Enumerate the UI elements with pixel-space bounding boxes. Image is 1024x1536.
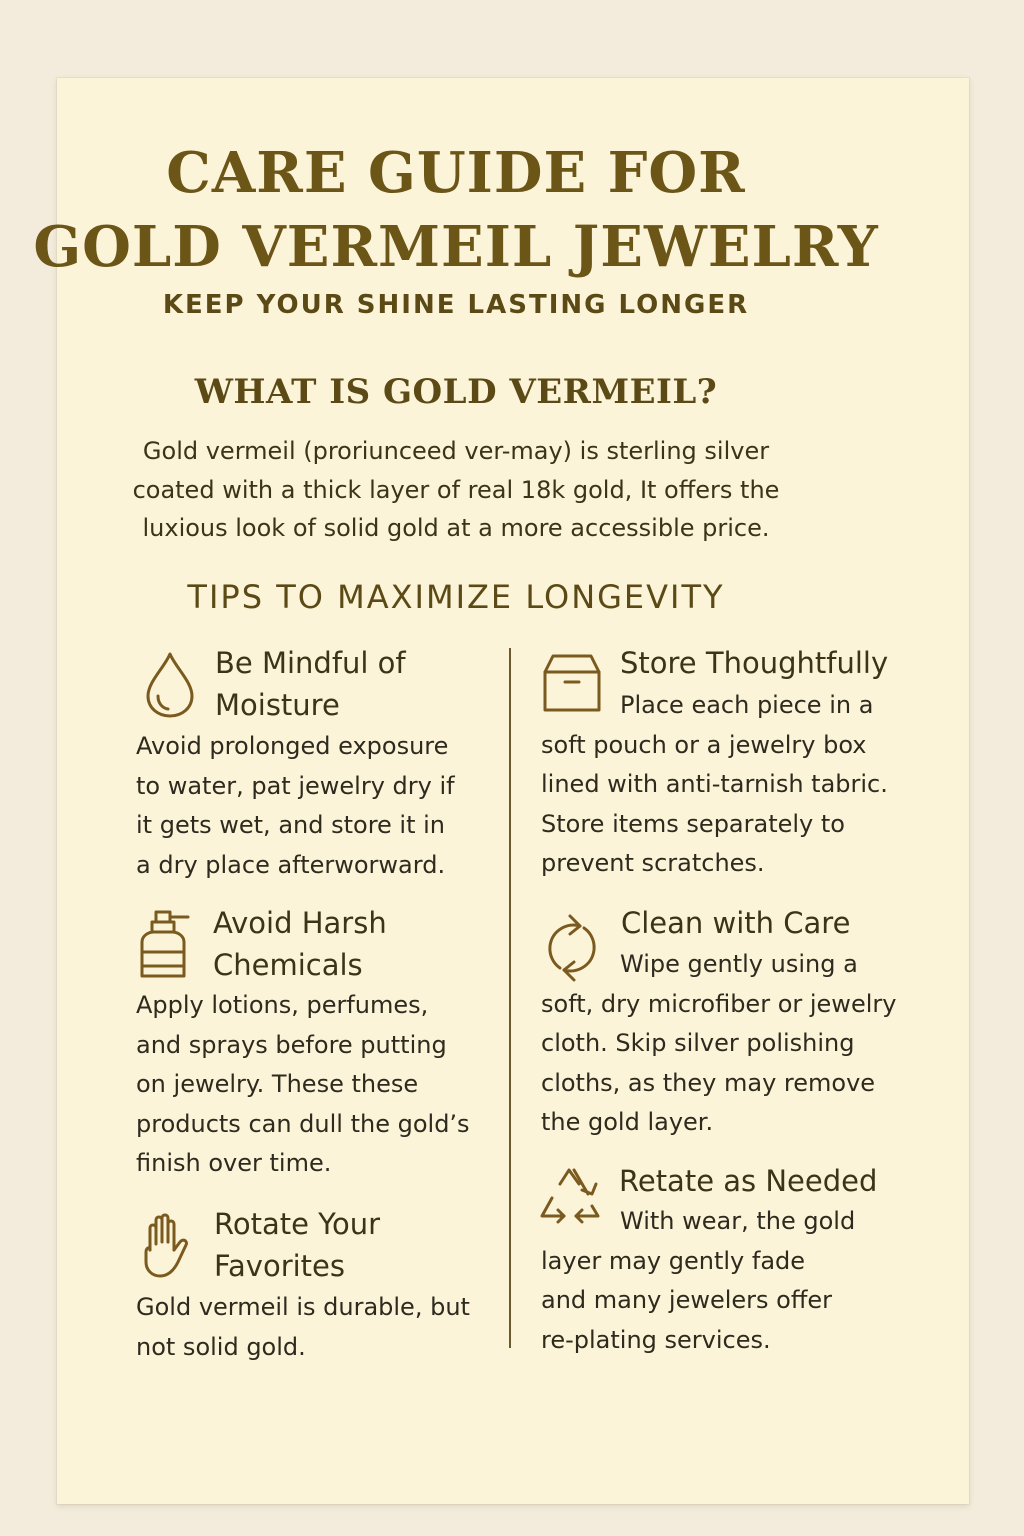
title-line: CARE GUIDE FOR bbox=[166, 140, 746, 206]
tip-body bbox=[136, 1288, 470, 1367]
intro-line: Gold vermeil (proriunceed ver-may) is sterling silver bbox=[142, 437, 770, 465]
tip-body-line: Apply lotions, perfumes, bbox=[136, 991, 429, 1019]
tip-body bbox=[136, 986, 470, 1184]
tip-body-line: Wipe gently using a bbox=[620, 950, 858, 978]
tip-body-line: it gets wet, and store it in bbox=[136, 811, 446, 839]
tip-body-line: Avoid prolonged exposure bbox=[136, 732, 449, 760]
tip-body-line: Gold vermeil is durable, but bbox=[136, 1293, 470, 1321]
page-title bbox=[0, 136, 912, 284]
tip-title-line: Be Mindful of bbox=[215, 646, 406, 680]
tip-body-line: Place each piece in a bbox=[620, 691, 874, 719]
tip-body bbox=[541, 1202, 855, 1360]
tip-title bbox=[215, 642, 406, 726]
tip-body bbox=[541, 686, 888, 884]
tip-body-line: on jewelry. These these bbox=[136, 1070, 419, 1098]
tip-body-line: soft pouch or a jewelry box bbox=[541, 730, 867, 759]
tip-body-line: cloths, as they may remove bbox=[541, 1068, 876, 1097]
tip-body-line: finish over time. bbox=[136, 1149, 332, 1177]
tip-title bbox=[213, 902, 387, 986]
tip-body-line: lined with anti-tarnish tabric. bbox=[541, 770, 888, 798]
tip-title-line: Avoid Harsh bbox=[213, 906, 387, 940]
tip-body-line: the gold layer. bbox=[541, 1108, 714, 1136]
tip-title-line: Favorites bbox=[214, 1249, 345, 1283]
title-line: GOLD VERMEIL JEWELRY bbox=[33, 214, 879, 280]
tip-body-line: With wear, the gold bbox=[620, 1207, 856, 1235]
tip-body-line: Store items separately to bbox=[541, 809, 845, 838]
tip-title bbox=[621, 902, 850, 944]
intro-paragraph bbox=[0, 432, 912, 548]
tip-title-line: Rotate Your bbox=[214, 1207, 381, 1241]
tip-body bbox=[541, 945, 896, 1143]
intro-heading: WHAT IS GOLD VERMEIL? bbox=[194, 372, 718, 412]
tip-title-line: Clean with Care bbox=[621, 906, 851, 940]
page-subtitle: KEEP YOUR SHINE LASTING LONGER bbox=[162, 290, 750, 320]
tips-heading: TIPS TO MAXIMIZE LONGEVITY bbox=[187, 578, 725, 616]
intro-line: luxious look of solid gold at a more accessible price. bbox=[142, 514, 770, 542]
intro-line: coated with a thick layer of real 18k gold, It offers the bbox=[132, 475, 780, 504]
tip-body-line: products can dull the gold’s bbox=[136, 1109, 470, 1138]
tip-body-line: and sprays before putting bbox=[136, 1030, 447, 1059]
tip-title-line: Chemicals bbox=[213, 948, 363, 982]
tip-title bbox=[620, 642, 888, 684]
water-drop-icon bbox=[140, 650, 200, 720]
tip-body-line: re-plating services. bbox=[541, 1325, 771, 1354]
tip-body-line: and many jewelers offer bbox=[541, 1286, 833, 1314]
tip-body-line: soft, dry microfiber or jewelry bbox=[541, 989, 897, 1018]
tip-title bbox=[214, 1203, 380, 1287]
tip-title bbox=[619, 1160, 877, 1202]
tip-body-line: to water, pat jewelry dry if bbox=[136, 771, 455, 800]
tip-title-line: Store Thoughtfully bbox=[620, 646, 889, 680]
tip-body-line: cloth. Skip silver polishing bbox=[541, 1029, 855, 1057]
column-divider bbox=[509, 648, 511, 1348]
tip-body-line: a dry place afterworward. bbox=[136, 850, 446, 879]
tip-title-line: Retate as Needed bbox=[619, 1164, 878, 1198]
tip-body bbox=[136, 727, 455, 885]
tip-body-line: layer may gently fade bbox=[541, 1246, 806, 1275]
hand-icon bbox=[136, 1210, 194, 1280]
tip-title-line: Moisture bbox=[215, 688, 340, 722]
tip-body-line: not solid gold. bbox=[136, 1332, 306, 1361]
spray-bottle-icon bbox=[134, 908, 194, 982]
tip-body-line: prevent scratches. bbox=[541, 849, 765, 877]
